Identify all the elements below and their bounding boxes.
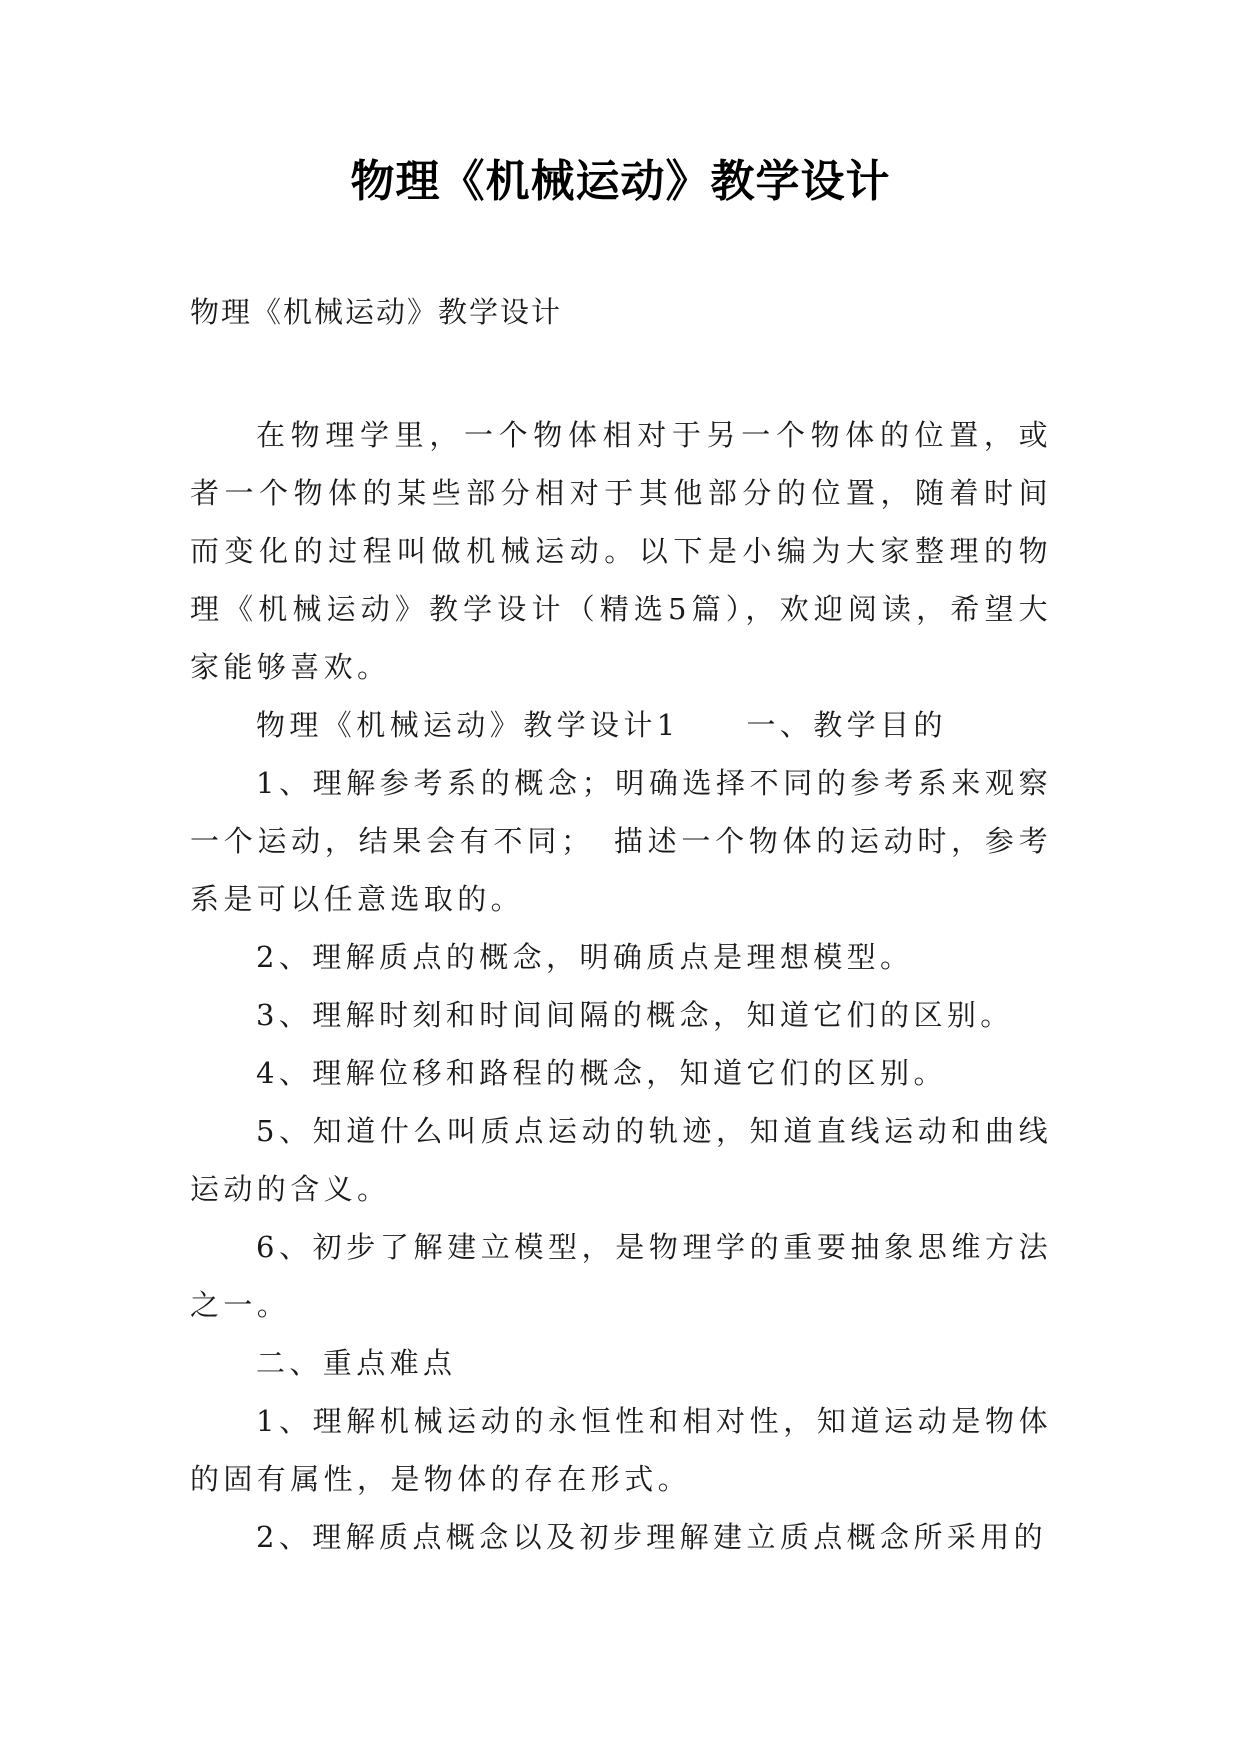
document-subtitle: 物理《机械运动》教学设计 (190, 295, 563, 329)
objective-item-1: 1、理解参考系的概念；明确选择不同的参考系来观察一个运动，结果会有不同； 描述一个物体的运动时，参考系是可以任意选取的。 (190, 766, 1052, 916)
key-point-item-2: 2、理解质点概念以及初步理解建立质点概念所采用的 (256, 1520, 1048, 1554)
objective-item-2: 2、理解质点的概念，明确质点是理想模型。 (256, 940, 914, 974)
document-title: 物理《机械运动》教学设计 (350, 156, 891, 207)
document-body (190, 406, 1052, 1566)
section-heading-key-points: 二、重点难点 (256, 1346, 457, 1380)
objective-item-6: 6、初步了解建立模型，是物理学的重要抽象思维方法之一。 (190, 1230, 1052, 1322)
objective-item-3: 3、理解时刻和时间间隔的概念，知道它们的区别。 (256, 998, 1014, 1032)
intro-paragraph: 在物理学里，一个物体相对于另一个物体的位置，或者一个物体的某些部分相对于其他部分的位置，随着时间而变化的过程叫做机械运动。以下是小编为大家整理的物理《机械运动》教学设计（精选5篇），欢迎阅读，希望大家能够喜欢。 (190, 418, 1052, 684)
section-heading-design-1: 物理《机械运动》教学设计1 一、教学目的 (256, 708, 947, 742)
objective-item-5: 5、知道什么叫质点运动的轨迹，知道直线运动和曲线运动的含义。 (190, 1114, 1052, 1206)
key-point-item-1: 1、理解机械运动的永恒性和相对性，知道运动是物体的固有属性，是物体的存在形式。 (190, 1404, 1052, 1496)
objective-item-4: 4、理解位移和路程的概念，知道它们的区别。 (256, 1056, 947, 1090)
